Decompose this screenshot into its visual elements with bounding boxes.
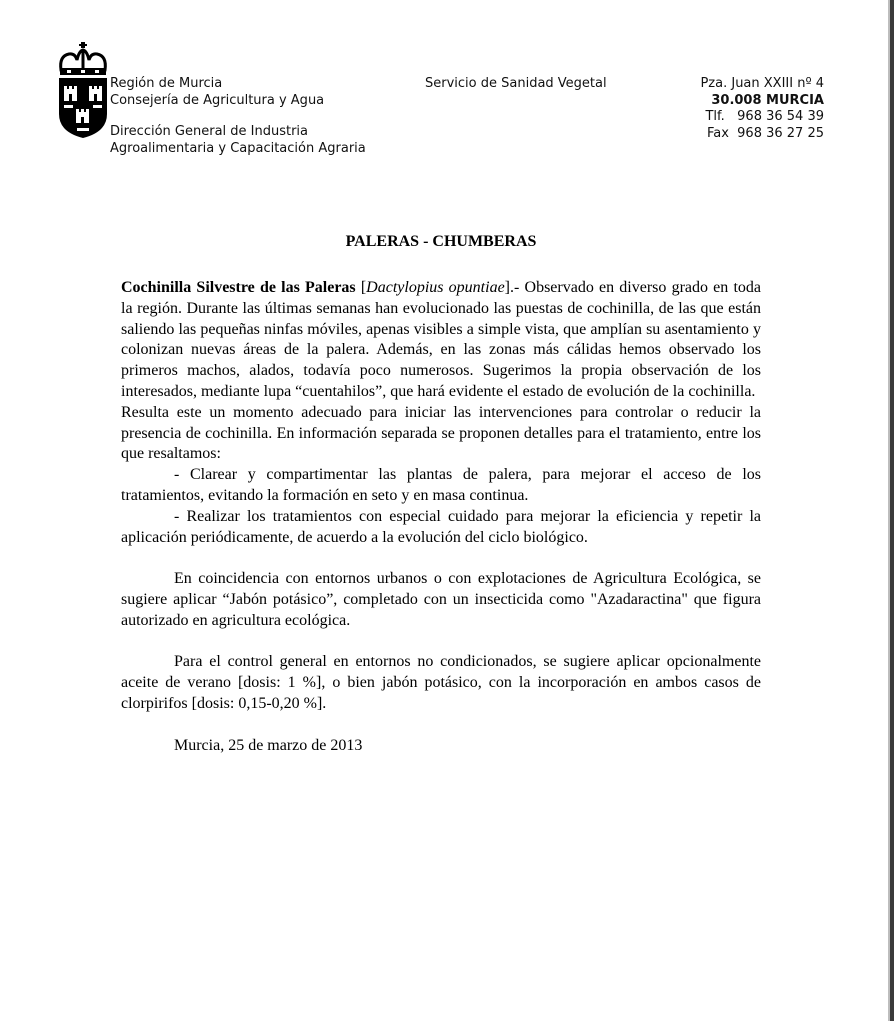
header-address bbox=[700, 76, 824, 142]
address-street: Pza. Juan XXIII nº 4 bbox=[700, 76, 824, 91]
list-item: - Clarear y compartimentar las plantas de palera, para mejorar el acceso de los tratamientos, evitando la formación en seto y en masa continua. bbox=[121, 466, 761, 504]
directorate-line-2: Agroalimentaria y Capacitación Agraria bbox=[110, 140, 366, 156]
list-item: - Realizar los tratamientos con especial cuidado para mejorar la eficiencia y repetir la aplicación periódicamente, de acuerdo a la evolución del ciclo biológico. bbox=[121, 507, 761, 546]
paragraph-intervention: Resulta este un momento adecuado para iniciar las intervenciones para controlar o reducir la presencia de cochinilla. En información separada se proponen detalles para el tratamiento, entre los que resaltamos: bbox=[121, 403, 761, 463]
document-body bbox=[121, 278, 761, 756]
paragraph-cochinilla-text: ].- Observado en diverso grado en toda la región. Durante las últimas semanas han evolucionado las puestas de cochinilla, de las que están saliendo las pequeñas ninfas móviles, apenas visibles a simple vista, que amplían su asentamiento y colonizan nuevas áreas de la palera. Además, en las zonas más cálidas hemos observado los primeros machos, alados, todavía poco numerosos. Sugerimos la propia observación de los interesados, mediante lupa “cuentahilos”, que hará evidente el estado de evolución de la cochinilla. bbox=[121, 279, 762, 400]
address-city: 30.008 MURCIA bbox=[711, 92, 824, 108]
header-directorate bbox=[110, 124, 366, 157]
page-edge bbox=[890, 0, 894, 1021]
department-name: Consejería de Agricultura y Agua bbox=[110, 92, 325, 108]
bracket-open: [ bbox=[355, 279, 367, 296]
pest-heading: Cochinilla Silvestre de las Paleras bbox=[121, 279, 356, 296]
coat-of-arms-icon bbox=[57, 42, 109, 139]
document-date: Murcia, 25 de marzo de 2013 bbox=[174, 736, 363, 754]
service-name: Servicio de Sanidad Vegetal bbox=[425, 76, 607, 91]
region-name: Región de Murcia bbox=[110, 76, 223, 91]
paragraph-organic: En coincidencia con entornos urbanos o con explotaciones de Agricultura Ecológica, se sugiere aplicar “Jabón potásico”, completado con un insecticida como "Azadaractina" que figura autorizado en agricultura ecológica. bbox=[121, 570, 761, 629]
address-phone: Tlf. 968 36 54 39 bbox=[705, 109, 824, 124]
header-region bbox=[110, 76, 324, 109]
species-name: Dactylopius opuntiae bbox=[366, 279, 505, 296]
address-fax: Fax 968 36 27 25 bbox=[706, 125, 824, 141]
document-title: PALERAS - CHUMBERAS bbox=[345, 233, 537, 250]
paragraph-general-control: Para el control general en entornos no condicionados, se sugiere aplicar opcionalmente aceite de verano [dosis: 1 %], o bien jabón potásico, con la incorporación en ambos casos de clorpirifos [dosis: 0,15-0,20 %]. bbox=[121, 653, 761, 712]
paragraph-cochinilla bbox=[121, 278, 761, 403]
directorate-line-1: Dirección General de Industria bbox=[110, 124, 309, 139]
